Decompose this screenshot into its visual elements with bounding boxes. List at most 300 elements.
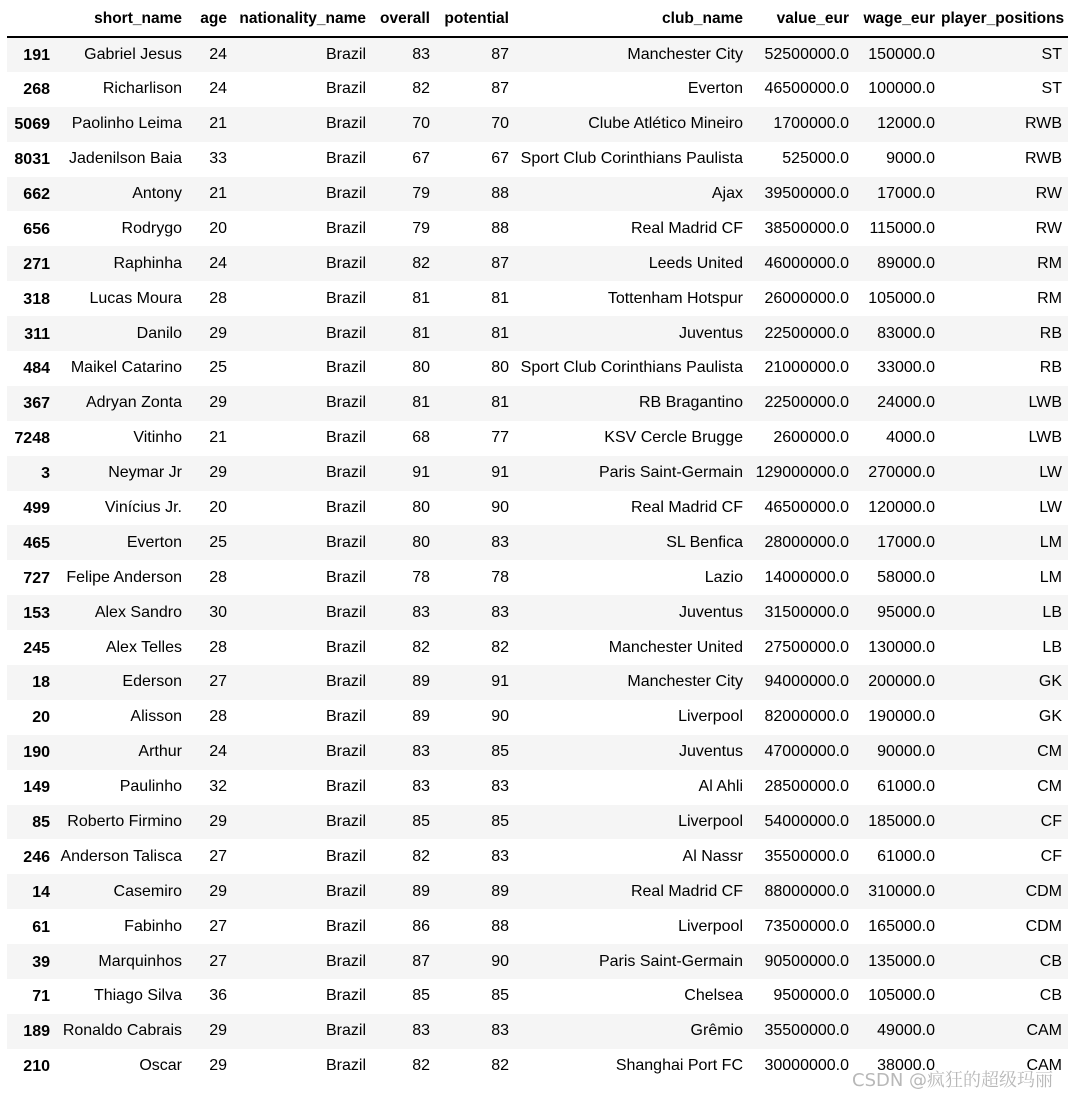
player-positions-cell: RW <box>1035 185 1062 202</box>
age-cell: 29 <box>209 1022 227 1040</box>
nationality-cell: Brazil <box>325 778 366 796</box>
club-name-cell: Real Madrid CF <box>630 219 743 237</box>
club-name-cell: RB Bragantino <box>638 394 743 412</box>
nationality-cell: Brazil <box>325 429 366 447</box>
club-name-cell: Liverpool <box>678 917 743 935</box>
value-eur-cell: 31500000.0 <box>764 603 849 621</box>
overall-cell: 89 <box>412 708 430 726</box>
age-cell: 24 <box>209 45 227 63</box>
row-index: 149 <box>23 779 50 797</box>
short-name-cell: Rodrygo <box>121 219 182 237</box>
row-index: 367 <box>23 395 50 413</box>
value-eur-cell: 52500000.0 <box>764 45 849 63</box>
wage-eur-cell: 17000.0 <box>877 185 935 202</box>
value-eur-cell: 47000000.0 <box>764 743 849 761</box>
age-cell: 28 <box>209 638 227 656</box>
potential-cell: 83 <box>491 778 509 796</box>
player-positions-cell: RWB <box>1024 115 1062 133</box>
player-positions-cell: CB <box>1039 987 1062 1005</box>
age-cell: 30 <box>209 603 227 621</box>
table-header <box>7 2 1068 37</box>
wage-eur-cell: 105000.0 <box>868 289 935 307</box>
row-index: 484 <box>23 360 50 378</box>
value-eur-cell: 2600000.0 <box>773 429 849 447</box>
club-name-cell: Shanghai Port FC <box>615 1057 743 1075</box>
dataframe-container <box>7 2 1068 1084</box>
short-name-cell: Paulinho <box>119 778 182 796</box>
row-index: 210 <box>23 1058 50 1076</box>
short-name-cell: Antony <box>132 185 182 202</box>
row-index: 189 <box>23 1023 50 1041</box>
club-name-cell: Paris Saint-Germain <box>598 464 743 482</box>
age-cell: 27 <box>209 673 227 691</box>
table-row <box>7 456 1068 491</box>
short-name-cell: Roberto Firmino <box>67 813 182 831</box>
header-index <box>7 2 56 37</box>
age-cell: 29 <box>209 882 227 900</box>
short-name-cell: Richarlison <box>102 80 182 98</box>
wage-eur-cell: 165000.0 <box>868 917 935 935</box>
wage-eur-cell: 310000.0 <box>868 882 935 900</box>
table-row <box>7 944 1068 979</box>
overall-cell: 80 <box>412 499 430 517</box>
potential-cell: 85 <box>491 987 509 1005</box>
value-eur-cell: 46500000.0 <box>764 80 849 98</box>
club-name-cell: Leeds United <box>648 254 743 272</box>
row-index: 153 <box>23 604 50 622</box>
age-cell: 33 <box>209 150 227 168</box>
short-name-cell: Everton <box>126 533 182 551</box>
header-wage-eur: wage_eur <box>863 10 935 27</box>
player-positions-cell: LW <box>1039 464 1062 482</box>
wage-eur-cell: 83000.0 <box>877 324 935 342</box>
short-name-cell: Marquinhos <box>98 952 182 970</box>
potential-cell: 88 <box>491 185 509 202</box>
potential-cell: 70 <box>491 115 509 133</box>
potential-cell: 83 <box>491 1022 509 1040</box>
value-eur-cell: 14000000.0 <box>764 568 849 586</box>
table-row <box>7 1014 1068 1049</box>
short-name-cell: Vinícius Jr. <box>104 499 182 517</box>
club-name-cell: Al Nassr <box>682 847 743 865</box>
club-name-cell: Liverpool <box>678 813 743 831</box>
player-positions-cell: LB <box>1042 603 1062 621</box>
player-positions-cell: CDM <box>1025 917 1062 935</box>
wage-eur-cell: 95000.0 <box>877 603 935 621</box>
potential-cell: 91 <box>491 673 509 691</box>
player-positions-cell: RB <box>1039 324 1062 342</box>
potential-cell: 89 <box>491 882 509 900</box>
table-row <box>7 491 1068 526</box>
nationality-cell: Brazil <box>325 80 366 98</box>
value-eur-cell: 21000000.0 <box>764 359 849 377</box>
club-name-cell: Al Ahli <box>698 778 743 796</box>
club-name-cell: Lazio <box>704 568 743 586</box>
potential-cell: 81 <box>491 324 509 342</box>
wage-eur-cell: 89000.0 <box>877 254 935 272</box>
player-positions-cell: LM <box>1039 533 1062 551</box>
value-eur-cell: 525000.0 <box>782 150 849 168</box>
table-row <box>7 595 1068 630</box>
player-positions-cell: CF <box>1040 847 1062 865</box>
row-index: 662 <box>23 186 50 203</box>
age-cell: 28 <box>209 708 227 726</box>
value-eur-cell: 39500000.0 <box>764 185 849 202</box>
nationality-cell: Brazil <box>325 603 366 621</box>
nationality-cell: Brazil <box>325 1022 366 1040</box>
age-cell: 28 <box>209 568 227 586</box>
player-positions-cell: RM <box>1037 289 1062 307</box>
row-index: 245 <box>23 639 50 657</box>
nationality-cell: Brazil <box>325 289 366 307</box>
age-cell: 24 <box>209 743 227 761</box>
age-cell: 21 <box>209 185 227 202</box>
potential-cell: 78 <box>491 568 509 586</box>
header-club-name: club_name <box>662 10 743 27</box>
row-index: 499 <box>23 500 50 518</box>
club-name-cell: Grêmio <box>690 1022 743 1040</box>
value-eur-cell: 54000000.0 <box>764 813 849 831</box>
header-age: age <box>200 10 227 27</box>
row-index: 71 <box>32 988 50 1006</box>
value-eur-cell: 88000000.0 <box>764 882 849 900</box>
table-row <box>7 142 1068 177</box>
row-index: 190 <box>23 744 50 762</box>
age-cell: 29 <box>209 324 227 342</box>
potential-cell: 85 <box>491 813 509 831</box>
row-index: 20 <box>32 709 50 727</box>
nationality-cell: Brazil <box>325 1057 366 1075</box>
age-cell: 29 <box>209 1057 227 1075</box>
wage-eur-cell: 58000.0 <box>877 568 935 586</box>
club-name-cell: Manchester City <box>627 673 743 691</box>
age-cell: 20 <box>209 219 227 237</box>
row-index: 246 <box>23 848 50 866</box>
value-eur-cell: 46500000.0 <box>764 499 849 517</box>
row-index: 268 <box>23 81 50 99</box>
player-positions-cell: CAM <box>1026 1057 1062 1075</box>
overall-cell: 81 <box>412 394 430 412</box>
header-nationality-name: nationality_name <box>239 10 366 27</box>
short-name-cell: Neymar Jr <box>108 464 182 482</box>
player-positions-cell: ST <box>1041 45 1062 63</box>
club-name-cell: Juventus <box>678 324 743 342</box>
potential-cell: 90 <box>491 708 509 726</box>
wage-eur-cell: 17000.0 <box>877 533 935 551</box>
table-row <box>7 386 1068 421</box>
value-eur-cell: 28500000.0 <box>764 778 849 796</box>
overall-cell: 81 <box>412 324 430 342</box>
wage-eur-cell: 9000.0 <box>886 150 935 168</box>
club-name-cell: Paris Saint-Germain <box>598 952 743 970</box>
player-positions-cell: CM <box>1037 743 1062 761</box>
overall-cell: 83 <box>412 778 430 796</box>
overall-cell: 82 <box>412 1057 430 1075</box>
overall-cell: 83 <box>412 743 430 761</box>
wage-eur-cell: 120000.0 <box>868 499 935 517</box>
potential-cell: 83 <box>491 847 509 865</box>
table-row <box>7 211 1068 246</box>
potential-cell: 83 <box>491 603 509 621</box>
short-name-cell: Arthur <box>138 743 182 761</box>
player-positions-cell: CM <box>1037 778 1062 796</box>
table-row <box>7 107 1068 142</box>
overall-cell: 83 <box>412 603 430 621</box>
overall-cell: 68 <box>412 429 430 447</box>
table-row <box>7 246 1068 281</box>
overall-cell: 91 <box>412 464 430 482</box>
age-cell: 25 <box>209 359 227 377</box>
table-row <box>7 979 1068 1014</box>
header-potential: potential <box>444 10 509 27</box>
nationality-cell: Brazil <box>325 115 366 133</box>
club-name-cell: Ajax <box>711 185 743 202</box>
club-name-cell: Sport Club Corinthians Paulista <box>520 150 743 168</box>
players-dataframe <box>7 2 1068 1084</box>
potential-cell: 81 <box>491 289 509 307</box>
table-row <box>7 560 1068 595</box>
overall-cell: 82 <box>412 847 430 865</box>
overall-cell: 78 <box>412 568 430 586</box>
nationality-cell: Brazil <box>325 673 366 691</box>
row-index: 318 <box>23 290 50 308</box>
short-name-cell: Maikel Catarino <box>70 359 182 377</box>
age-cell: 27 <box>209 917 227 935</box>
row-index: 5069 <box>14 116 50 134</box>
row-index: 727 <box>23 569 50 587</box>
nationality-cell: Brazil <box>325 987 366 1005</box>
player-positions-cell: CF <box>1040 813 1062 831</box>
club-name-cell: Real Madrid CF <box>630 882 743 900</box>
nationality-cell: Brazil <box>325 185 366 202</box>
overall-cell: 85 <box>412 987 430 1005</box>
potential-cell: 91 <box>491 464 509 482</box>
overall-cell: 86 <box>412 917 430 935</box>
overall-cell: 82 <box>412 254 430 272</box>
short-name-cell: Adryan Zonta <box>85 394 182 412</box>
header-value-eur: value_eur <box>776 10 849 27</box>
row-index: 3 <box>41 465 50 483</box>
potential-cell: 90 <box>491 952 509 970</box>
nationality-cell: Brazil <box>325 882 366 900</box>
table-row <box>7 735 1068 770</box>
short-name-cell: Jadenilson Baia <box>69 150 182 168</box>
value-eur-cell: 129000000.0 <box>755 464 849 482</box>
potential-cell: 81 <box>491 394 509 412</box>
age-cell: 21 <box>209 115 227 133</box>
table-row <box>7 316 1068 351</box>
table-row <box>7 805 1068 840</box>
short-name-cell: Ronaldo Cabrais <box>62 1022 182 1040</box>
nationality-cell: Brazil <box>325 743 366 761</box>
value-eur-cell: 27500000.0 <box>764 638 849 656</box>
row-index: 85 <box>32 814 50 832</box>
table-row <box>7 177 1068 212</box>
player-positions-cell: LW <box>1039 499 1062 517</box>
table-row <box>7 281 1068 316</box>
club-name-cell: Real Madrid CF <box>630 499 743 517</box>
potential-cell: 87 <box>491 80 509 98</box>
age-cell: 27 <box>209 847 227 865</box>
table-row <box>7 700 1068 735</box>
wage-eur-cell: 135000.0 <box>868 952 935 970</box>
potential-cell: 80 <box>491 359 509 377</box>
potential-cell: 88 <box>491 219 509 237</box>
value-eur-cell: 22500000.0 <box>764 394 849 412</box>
value-eur-cell: 30000000.0 <box>764 1057 849 1075</box>
club-name-cell: Everton <box>687 80 743 98</box>
row-index: 61 <box>32 918 50 936</box>
table-row <box>7 421 1068 456</box>
table-row <box>7 351 1068 386</box>
wage-eur-cell: 12000.0 <box>877 115 935 133</box>
club-name-cell: KSV Cercle Brugge <box>604 429 743 447</box>
nationality-cell: Brazil <box>325 499 366 517</box>
wage-eur-cell: 270000.0 <box>868 464 935 482</box>
value-eur-cell: 82000000.0 <box>764 708 849 726</box>
wage-eur-cell: 190000.0 <box>868 708 935 726</box>
club-name-cell: Clube Atlético Mineiro <box>588 115 743 133</box>
overall-cell: 82 <box>412 80 430 98</box>
overall-cell: 80 <box>412 533 430 551</box>
player-positions-cell: RWB <box>1024 150 1062 168</box>
wage-eur-cell: 115000.0 <box>869 219 935 237</box>
potential-cell: 87 <box>491 45 509 63</box>
club-name-cell: SL Benfica <box>666 533 743 551</box>
overall-cell: 89 <box>412 882 430 900</box>
header-player-positions: player_positions <box>941 10 1065 27</box>
wage-eur-cell: 24000.0 <box>877 394 935 412</box>
short-name-cell: Alex Telles <box>105 638 182 656</box>
short-name-cell: Fabinho <box>124 917 182 935</box>
row-index: 191 <box>23 46 50 64</box>
row-index: 311 <box>24 325 50 343</box>
header-short-name: short_name <box>94 10 182 27</box>
nationality-cell: Brazil <box>325 533 366 551</box>
row-index: 7248 <box>14 430 50 448</box>
nationality-cell: Brazil <box>325 254 366 272</box>
age-cell: 32 <box>209 778 227 796</box>
nationality-cell: Brazil <box>325 45 366 63</box>
club-name-cell: Manchester City <box>627 45 743 63</box>
club-name-cell: Manchester United <box>608 638 743 656</box>
table-row <box>7 874 1068 909</box>
value-eur-cell: 90500000.0 <box>764 952 849 970</box>
player-positions-cell: GK <box>1038 708 1062 726</box>
overall-cell: 80 <box>412 359 430 377</box>
short-name-cell: Lucas Moura <box>89 289 182 307</box>
nationality-cell: Brazil <box>325 917 366 935</box>
potential-cell: 83 <box>491 533 509 551</box>
short-name-cell: Gabriel Jesus <box>84 45 182 63</box>
wage-eur-cell: 200000.0 <box>868 673 935 691</box>
age-cell: 21 <box>209 429 227 447</box>
table-row <box>7 525 1068 560</box>
short-name-cell: Casemiro <box>113 882 182 900</box>
player-positions-cell: CAM <box>1026 1022 1062 1040</box>
wage-eur-cell: 61000.0 <box>877 847 935 865</box>
player-positions-cell: LB <box>1042 638 1062 656</box>
potential-cell: 88 <box>491 917 509 935</box>
row-index: 14 <box>32 883 50 901</box>
row-index: 656 <box>23 220 50 238</box>
player-positions-cell: LWB <box>1028 394 1062 412</box>
nationality-cell: Brazil <box>325 150 366 168</box>
age-cell: 24 <box>209 80 227 98</box>
wage-eur-cell: 90000.0 <box>877 743 935 761</box>
value-eur-cell: 94000000.0 <box>764 673 849 691</box>
overall-cell: 83 <box>412 1022 430 1040</box>
short-name-cell: Ederson <box>122 673 182 691</box>
short-name-cell: Oscar <box>139 1057 182 1075</box>
potential-cell: 77 <box>491 429 509 447</box>
row-index: 465 <box>23 534 50 552</box>
age-cell: 20 <box>209 499 227 517</box>
header-row <box>7 2 1068 37</box>
short-name-cell: Alisson <box>130 708 182 726</box>
potential-cell: 82 <box>491 638 509 656</box>
age-cell: 24 <box>209 254 227 272</box>
value-eur-cell: 1700000.0 <box>773 115 849 133</box>
value-eur-cell: 35500000.0 <box>764 847 849 865</box>
potential-cell: 67 <box>491 150 509 168</box>
nationality-cell: Brazil <box>325 813 366 831</box>
age-cell: 25 <box>209 533 227 551</box>
age-cell: 36 <box>209 987 227 1005</box>
player-positions-cell: RB <box>1039 359 1062 377</box>
club-name-cell: Juventus <box>678 743 743 761</box>
player-positions-cell: LM <box>1039 568 1062 586</box>
potential-cell: 82 <box>491 1057 509 1075</box>
overall-cell: 79 <box>412 185 430 202</box>
value-eur-cell: 9500000.0 <box>773 987 849 1005</box>
nationality-cell: Brazil <box>325 847 366 865</box>
short-name-cell: Danilo <box>136 324 182 342</box>
row-index: 271 <box>23 255 50 273</box>
row-index: 8031 <box>14 151 50 169</box>
age-cell: 29 <box>209 464 227 482</box>
player-positions-cell: LWB <box>1028 429 1062 447</box>
wage-eur-cell: 150000.0 <box>868 45 935 63</box>
potential-cell: 87 <box>491 254 509 272</box>
value-eur-cell: 35500000.0 <box>764 1022 849 1040</box>
wage-eur-cell: 49000.0 <box>877 1022 935 1040</box>
short-name-cell: Felipe Anderson <box>66 568 182 586</box>
overall-cell: 81 <box>412 289 430 307</box>
value-eur-cell: 26000000.0 <box>764 289 849 307</box>
wage-eur-cell: 61000.0 <box>877 778 935 796</box>
overall-cell: 82 <box>412 638 430 656</box>
watermark: CSDN @疯狂的超级玛丽 <box>852 1070 1054 1091</box>
value-eur-cell: 73500000.0 <box>764 917 849 935</box>
overall-cell: 70 <box>412 115 430 133</box>
age-cell: 29 <box>209 394 227 412</box>
short-name-cell: Thiago Silva <box>93 987 182 1005</box>
row-index: 18 <box>32 674 50 692</box>
club-name-cell: Tottenham Hotspur <box>607 289 743 307</box>
nationality-cell: Brazil <box>325 568 366 586</box>
overall-cell: 87 <box>412 952 430 970</box>
wage-eur-cell: 38000.0 <box>877 1057 935 1075</box>
overall-cell: 89 <box>412 673 430 691</box>
wage-eur-cell: 105000.0 <box>868 987 935 1005</box>
short-name-cell: Vitinho <box>133 429 182 447</box>
nationality-cell: Brazil <box>325 324 366 342</box>
wage-eur-cell: 33000.0 <box>877 359 935 377</box>
age-cell: 29 <box>209 813 227 831</box>
wage-eur-cell: 100000.0 <box>868 80 935 98</box>
nationality-cell: Brazil <box>325 394 366 412</box>
